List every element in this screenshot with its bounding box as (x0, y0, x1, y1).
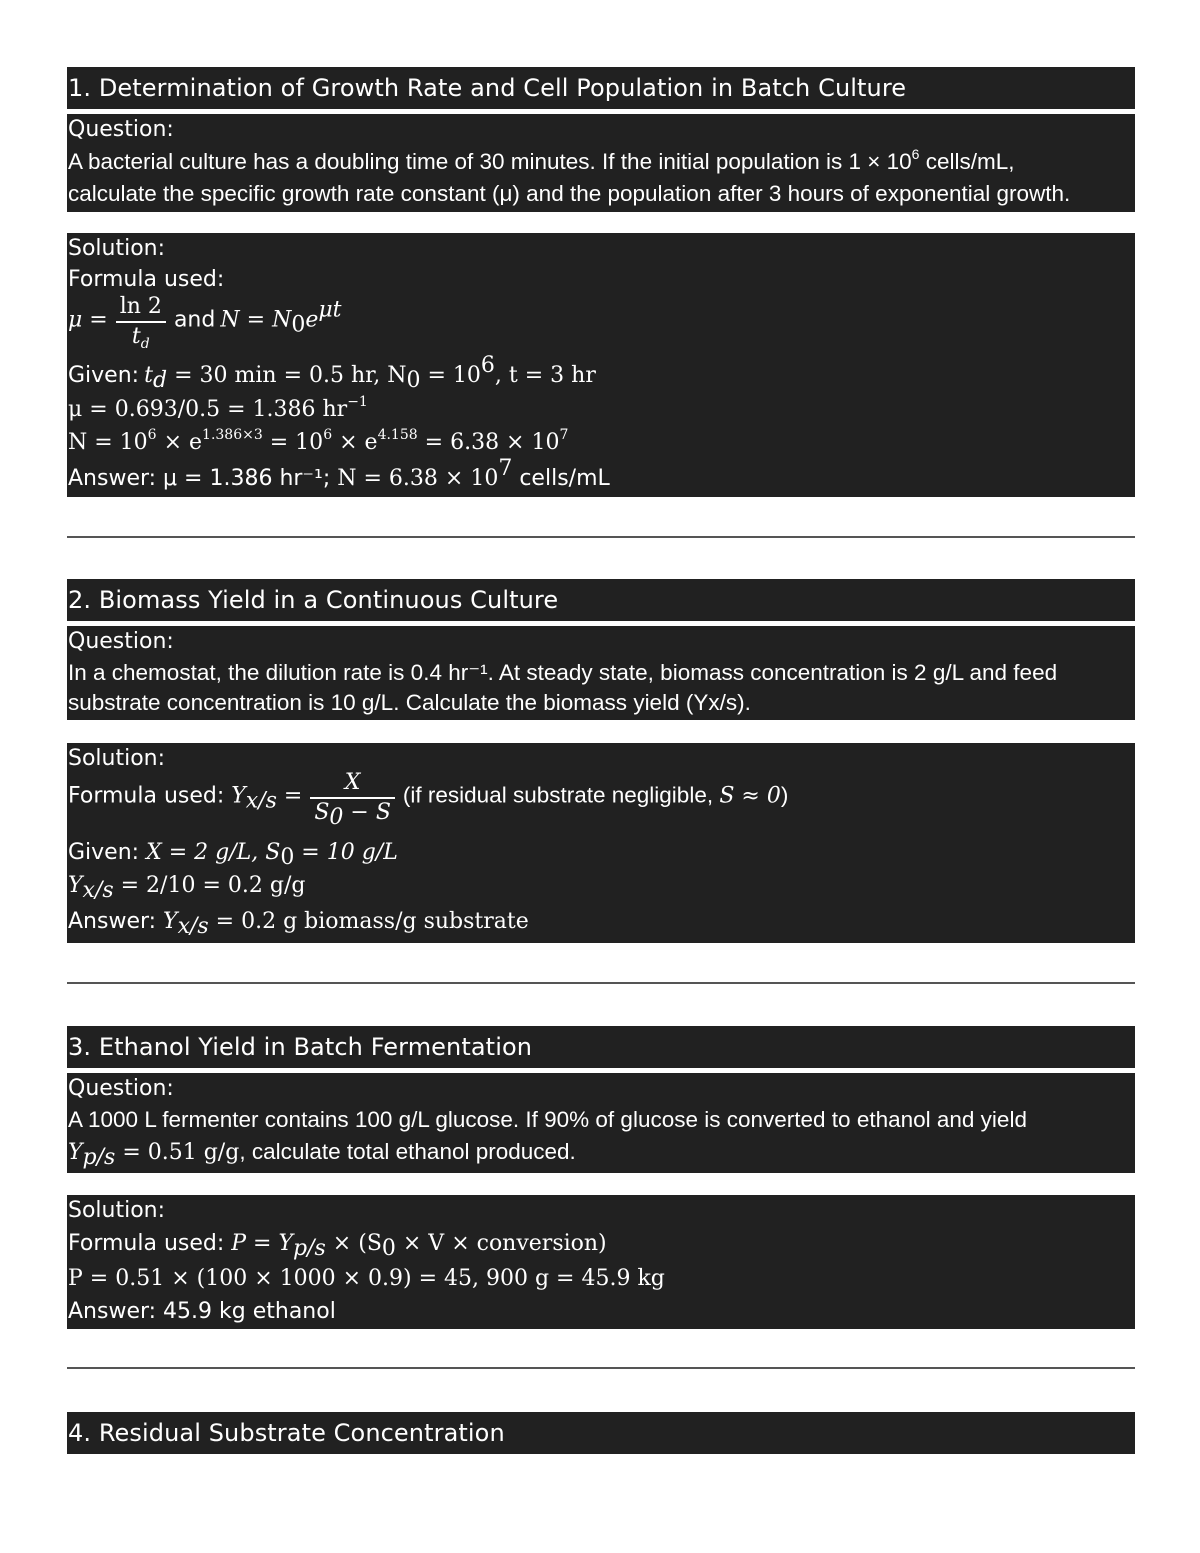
section-divider (67, 1367, 1135, 1369)
problem-2-question (67, 626, 1135, 720)
problem-3-question (67, 1073, 1135, 1173)
problem-3-title (67, 1026, 1135, 1068)
problem-3-solution (67, 1195, 1135, 1329)
formula-label: Formula used: (68, 267, 225, 292)
problem-2-title (67, 579, 1135, 621)
question-text-line-1: A 1000 L fermenter contains 100 g/L glucose. If 90% of glucose is converted to ethanol and yield (68, 1107, 1027, 1132)
formula-ethanol: Formula used: $P = Y_{p/s} \times (S_0 \times V$ × conversion) (68, 1231, 607, 1261)
problem-4-title (67, 1412, 1135, 1454)
question-text-line-1: A bacterial culture has a doubling time of 30 minutes. If the initial population is $1 \times 10^6$ cells/mL, (68, 146, 1015, 174)
question-label: Question: (68, 629, 174, 654)
question-text-line-1: In a chemostat, the dilution rate is 0.4 hr⁻¹. At steady state, biomass concentration is 2 g/L and feed (68, 660, 1058, 685)
given-values: Given: $t_d = 30$ min = 0.5 hr, $N_0 = 10^6$, t = 3 hr (68, 353, 596, 393)
problem-2-solution (67, 743, 1135, 943)
formula-growth-rate: μ = $\frac{\ln 2}{t_d}$ and $N = N_0e^{\mu t}$ (68, 294, 342, 352)
section-divider (67, 982, 1135, 984)
answer-line: Answer: μ = 1.386 hr⁻¹; $N = 6.38 \times 10^7$ cells/mL (68, 456, 610, 491)
answer-line: Answer: 45.9 kg ethanol (68, 1299, 336, 1324)
problem-4-title-text: 4. Residual Substrate Concentration (68, 1419, 505, 1447)
ethanol-calculation: P = 0.51 × (100 × 1000 × 0.9) = 45, 900 g = 45.9 kg (68, 1266, 665, 1291)
question-text-line-2: calculate the specific growth rate constant (μ) and the population after 3 hours of exponential growth. (68, 181, 1071, 206)
question-label: Question: (68, 117, 174, 142)
solution-label: Solution: (68, 236, 166, 261)
solution-label: Solution: (68, 1198, 166, 1223)
section-divider (67, 536, 1135, 538)
problem-3-title-text: 3. Ethanol Yield in Batch Fermentation (68, 1033, 533, 1061)
problem-1-title-text: 1. Determination of Growth Rate and Cell Population in Batch Culture (68, 74, 907, 102)
mu-calculation: μ = 0.693/0.5 = 1.386 $hr^{-1}$ (68, 394, 368, 422)
problem-1-title (67, 67, 1135, 109)
yield-calculation: $Y_{x/s} = 2/10 = 0.2$ g/g (68, 873, 306, 903)
problem-1-solution (67, 233, 1135, 497)
given-values: Given: X = 2 g/L, $S_0 = 10$ g/L (68, 840, 398, 870)
formula-biomass-yield: Formula used: $Y_{x/s}$ = $\frac{X}{S_0 - S}$ (if residual substrate negligible, S ≈ 0) (68, 770, 789, 830)
question-text-line-2: substrate concentration is 10 g/L. Calculate the biomass yield (Yx/s). (68, 690, 751, 715)
problem-1-question (67, 114, 1135, 212)
question-label: Question: (68, 1076, 174, 1101)
answer-line: Answer: $Y_{x/s} = 0.2$ g biomass/g substrate (68, 909, 529, 939)
problem-2-title-text: 2. Biomass Yield in a Continuous Culture (68, 586, 559, 614)
solution-label: Solution: (68, 746, 166, 771)
population-calculation: $N = 10^6 \times e^{1.386\times 3} = 10^6 \times e^{4.158} = 6.38 \times 10^7$ (68, 427, 569, 455)
question-text-line-2: $Y_{p/s} = 0.51$ g/g, calculate total ethanol produced. (68, 1139, 576, 1170)
